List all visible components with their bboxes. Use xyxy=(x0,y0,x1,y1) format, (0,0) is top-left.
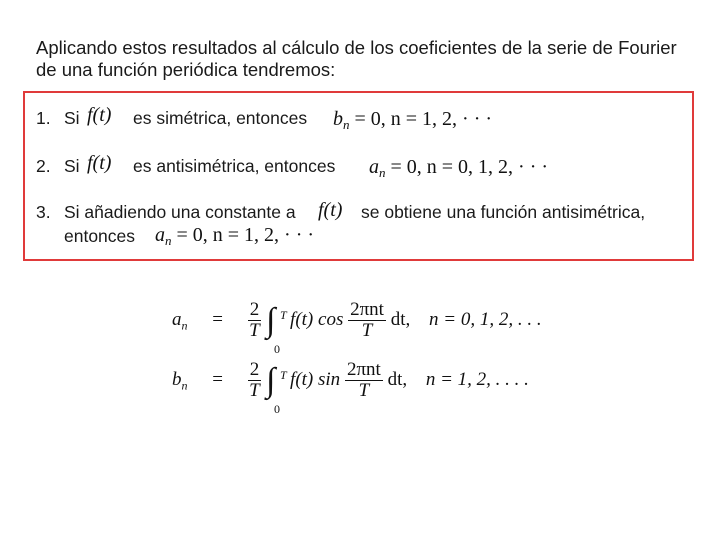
cond-rest: = 0, n = 0, 1, 2, · · · xyxy=(390,156,549,178)
formula-subscript: n xyxy=(181,378,188,393)
formula-lhs: b xyxy=(172,368,182,390)
formula-lhs: a xyxy=(172,308,182,330)
integral-sign: ∫ T 0 xyxy=(266,366,275,396)
formula-an xyxy=(172,299,542,356)
differential: dt, xyxy=(390,308,411,330)
formula-bn xyxy=(172,359,529,416)
item-text-post: es simétrica, entonces xyxy=(133,108,308,128)
formula-equals: = xyxy=(212,368,223,390)
coefficient-fraction xyxy=(248,300,262,341)
condition-formula xyxy=(333,108,492,133)
item-text-pre: Si añadiendo una constante a xyxy=(64,202,296,222)
integral-lower-limit: 0 xyxy=(273,401,280,416)
item-number: 3. xyxy=(36,202,51,222)
item-text-post: se obtiene una función antisimétrica, xyxy=(361,202,646,222)
condition-item-3 xyxy=(36,202,296,223)
argument-numerator: 2πnt xyxy=(350,299,384,320)
argument-fraction xyxy=(348,300,386,341)
fraction-numerator: 2 xyxy=(249,299,260,320)
ft-expression: f(t) xyxy=(87,104,112,126)
integral-upper-limit: T xyxy=(279,307,287,322)
argument-numerator: 2πnt xyxy=(346,359,381,380)
condition-formula xyxy=(369,156,548,181)
formula-equals: = xyxy=(212,308,223,330)
argument-fraction xyxy=(345,360,383,401)
differential: dt, xyxy=(387,368,408,390)
integral-sign: ∫ T 0 xyxy=(266,306,275,336)
cond-symbol: a xyxy=(155,224,165,246)
index-range: n = 0, 1, 2, . . . xyxy=(429,308,542,330)
item-text-line2: entonces xyxy=(64,226,136,246)
coefficient-fraction xyxy=(248,360,262,401)
item-text-post: es antisimétrica, entonces xyxy=(133,156,336,176)
item-number: 2. xyxy=(36,156,51,176)
cond-subscript: n xyxy=(165,233,172,248)
integrand: f(t) cos xyxy=(290,308,344,330)
condition-formula xyxy=(155,224,314,249)
condition-item-1 xyxy=(36,108,80,129)
integral-upper-limit: T xyxy=(279,367,287,382)
argument-denominator: T xyxy=(358,380,370,401)
cond-symbol: a xyxy=(369,156,379,178)
item-number: 1. xyxy=(36,108,51,128)
integrand: f(t) sin xyxy=(290,368,341,390)
cond-rest: = 0, n = 1, 2, · · · xyxy=(176,224,315,246)
fraction-denominator: T xyxy=(249,320,260,341)
cond-subscript: n xyxy=(343,117,350,132)
cond-subscript: n xyxy=(379,165,386,180)
ft-expression: f(t) xyxy=(87,152,112,174)
fraction-denominator: T xyxy=(249,380,260,401)
index-range: n = 1, 2, . . . . xyxy=(425,368,529,390)
intro-line-2: de una función periódica tendremos: xyxy=(36,59,336,80)
item-text-pre: Si xyxy=(64,108,80,128)
ft-expression: f(t) xyxy=(318,199,343,221)
intro-line-1: Aplicando estos resultados al cálculo de los coeficientes de la serie de Fourier xyxy=(36,37,677,58)
cond-symbol: b xyxy=(333,108,343,130)
intro-paragraph xyxy=(36,37,696,81)
formula-subscript: n xyxy=(181,318,188,333)
argument-denominator: T xyxy=(361,320,373,341)
cond-rest: = 0, n = 1, 2, · · · xyxy=(354,108,493,130)
fraction-numerator: 2 xyxy=(249,359,260,380)
integral-lower-limit: 0 xyxy=(273,341,280,356)
item-text-pre: Si xyxy=(64,156,80,176)
condition-item-2 xyxy=(36,156,80,177)
